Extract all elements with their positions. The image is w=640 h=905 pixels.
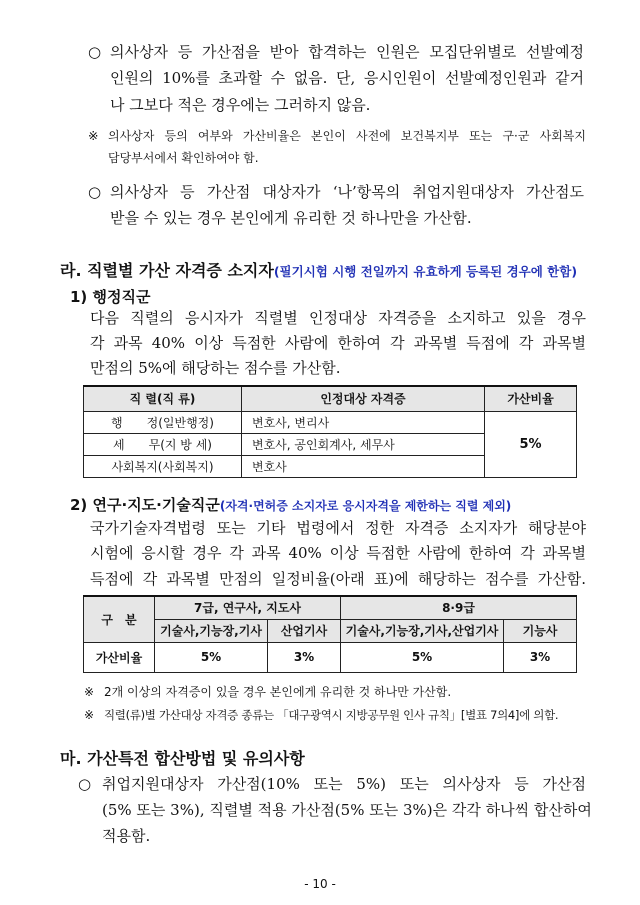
note-line: 의사상자 등의 여부와 가산비율은 본인이 사전에 보건복지부 또는 구·군 사회복지 (108, 129, 586, 143)
cert-table-admin (83, 385, 577, 478)
subsection-title: 1) 행정직군 (70, 288, 151, 306)
table-cell-job: 행 정(일반행정) (84, 411, 242, 433)
table-row (84, 642, 577, 672)
cert-table-tech (83, 595, 577, 673)
table-group-header: 7급, 연구사, 지도사 (155, 596, 341, 619)
table-cell-job: 세 무(지 방 세) (84, 433, 242, 455)
table-subheader: 기능사 (504, 619, 577, 642)
table-row (84, 411, 577, 433)
note-line: 담당부서에서 확인하여야 함. (108, 151, 259, 165)
paragraph-line: 인원의 10%를 초과할 수 없음. 단, 응시인원이 선발예정인원과 같거 (110, 69, 584, 87)
table-row-label: 가산비율 (84, 642, 155, 672)
paragraph-line: 시험에 응시할 경우 각 과목 40% 이상 득점한 사람에 한하여 각 과목별 (90, 544, 586, 562)
table-header: 인정대상 자격증 (242, 386, 485, 411)
bullet-mark: ○ (88, 183, 102, 201)
table-cell-rate: 5% (155, 642, 268, 672)
note-mark: ※ (88, 128, 99, 143)
note-line: 직렬(류)별 가산대상 자격증 종류는 「대구광역시 지방공무원 인사 규칙」[별표 7의4]에 의함. (104, 708, 559, 722)
bullet-mark: ○ (78, 775, 92, 793)
table-cell-rate: 5% (341, 642, 504, 672)
paragraph-line: 취업지원대상자 가산점(10% 또는 5%) 또는 의사상자 등 가산점 (102, 775, 586, 793)
paragraph-line: 의사상자 등 가산점 대상자가 ‘나’항목의 취업지원대상자 가산점도 (110, 183, 584, 201)
paragraph-line: 적용함. (102, 827, 151, 845)
subsection-title: 2) 연구·지도·기술직군 (70, 496, 220, 514)
section-heading-note: (필기시험 시행 전일까지 유효하게 등록된 경우에 한함) (273, 264, 578, 279)
paragraph-line: (5% 또는 3%), 직렬별 적용 가산점(5% 또는 3%)은 각각 하나씩 합산하여 (102, 801, 592, 819)
section-heading-text: 라. 직렬별 가산 자격증 소지자 (60, 261, 274, 280)
table-cell-rate: 5% (485, 411, 577, 477)
table-subheader: 기술사,기능장,기사 (155, 619, 268, 642)
table-cell-cert: 변호사 (242, 455, 485, 477)
note-mark: ※ (84, 685, 95, 699)
table-header: 가산비율 (485, 386, 577, 411)
table-header: 직 렬(직 류) (84, 386, 242, 411)
paragraph-line: 받을 수 있는 경우 본인에게 유리한 것 하나만을 가산함. (110, 209, 472, 227)
note-mark: ※ (84, 708, 95, 722)
paragraph-line: 득점에 각 과목별 만점의 일정비율(아래 표)에 해당하는 점수를 가산함. (90, 570, 586, 588)
paragraph-line: 의사상자 등 가산점을 받아 합격하는 인원은 모집단위별로 선발예정 (110, 43, 584, 61)
table-corner: 구 분 (84, 596, 155, 642)
paragraph-line: 각 과목 40% 이상 득점한 사람에 한하여 각 과목별 득점에 각 과목별 (90, 334, 586, 352)
table-cell-cert: 변호사, 변리사 (242, 411, 485, 433)
paragraph-line: 다음 직렬의 응시자가 직렬별 인정대상 자격증을 소지하고 있을 경우 (90, 309, 586, 327)
table-cell-rate: 3% (268, 642, 341, 672)
bullet-mark: ○ (88, 43, 102, 61)
table-cell-cert: 변호사, 공인회계사, 세무사 (242, 433, 485, 455)
section-heading (60, 258, 577, 281)
paragraph-line: 만점의 5%에 해당하는 점수를 가산함. (90, 359, 341, 377)
table-cell-rate: 3% (504, 642, 577, 672)
paragraph-line: 나 그보다 적은 경우에는 그러하지 않음. (110, 96, 371, 114)
note-line: 2개 이상의 자격증이 있을 경우 본인에게 유리한 것 하나만 가산함. (104, 685, 452, 699)
section-heading: 마. 가산특전 합산방법 및 유의사항 (60, 749, 305, 768)
table-subheader: 기술사,기능장,기사,산업기사 (341, 619, 504, 642)
subsection-title-2 (70, 494, 511, 515)
table-subheader: 산업기사 (268, 619, 341, 642)
page-number: - 10 - (304, 877, 336, 891)
paragraph-line: 국가기술자격법령 또는 기타 법령에서 정한 자격증 소지자가 해당분야 (90, 519, 586, 537)
table-cell-job: 사회복지(사회복지) (84, 455, 242, 477)
subsection-note: (자격·면허증 소지자로 응시자격을 제한하는 직렬 제외) (219, 499, 512, 513)
table-group-header: 8·9급 (341, 596, 577, 619)
